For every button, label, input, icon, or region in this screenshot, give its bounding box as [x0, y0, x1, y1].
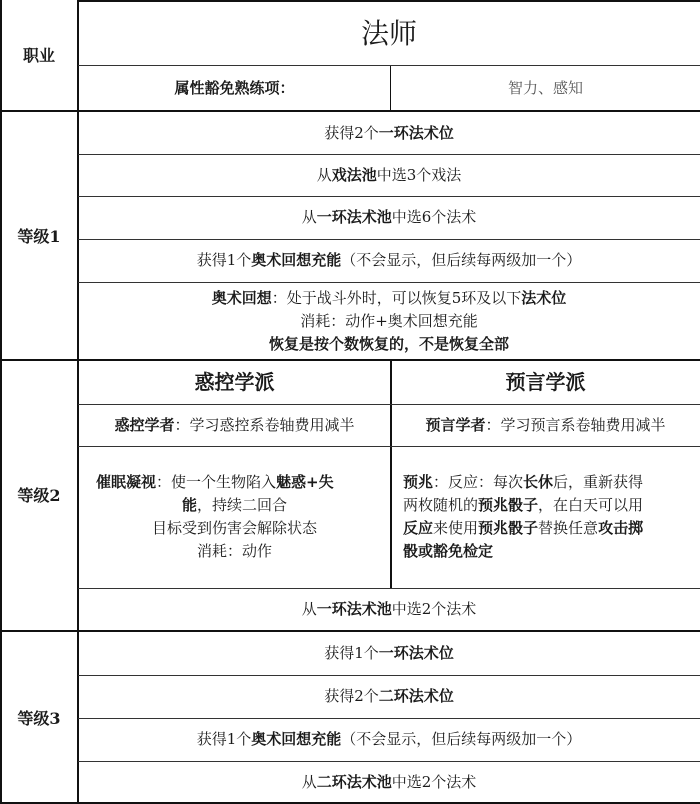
level3-row3: [78, 718, 700, 761]
text: 消耗：动作+奥术回想充能: [300, 311, 478, 330]
left-feature: [78, 446, 391, 588]
level3-label-text: 等级3: [17, 708, 61, 728]
text: 中选2个法术: [391, 599, 477, 618]
text: ：使一个生物陷入: [156, 473, 277, 491]
bold-text: 奥术回想充能: [251, 251, 342, 269]
bold-text: 攻击掷: [598, 519, 644, 537]
text: 两枚随机的: [403, 496, 479, 514]
border-level3-top: [0, 630, 700, 632]
save-label: [78, 66, 391, 110]
bold-text: 反应: [403, 519, 434, 537]
bold-text: 二环法术位: [378, 687, 454, 705]
border-l2-school: [78, 404, 700, 405]
level2-label: [0, 360, 78, 630]
border-l3-r1: [78, 675, 700, 676]
bold-text: 魅惑+失: [276, 473, 334, 491]
text: 获得1个: [196, 730, 252, 748]
save-value-text: 智力、感知: [507, 78, 583, 97]
bold-text: 恢复是按个数恢复的，不是恢复全部: [268, 334, 509, 353]
border-l3-r3: [78, 761, 700, 762]
border-left: [0, 0, 2, 804]
bold-text: 长休: [523, 473, 554, 491]
bold-text: 预兆骰子: [478, 519, 539, 537]
text: 从: [316, 165, 332, 184]
text: ：处于战斗外时，可以恢复5环及以下: [271, 288, 522, 307]
text: 后，重新获得: [553, 473, 644, 491]
text: 获得1个: [196, 251, 252, 269]
class-name-text: 法师: [360, 16, 417, 50]
level3-label: [0, 632, 78, 804]
text: 替换任意: [538, 519, 599, 537]
border-l1-r4: [78, 282, 700, 283]
border-l2-scholar: [78, 446, 700, 447]
text: ：学习惑控系卷轴费用减半: [174, 415, 355, 434]
text: （不会显示，但后续每两级加一个）: [341, 251, 582, 269]
level1-row3: [78, 196, 700, 239]
bold-text: 奥术回想充能: [251, 730, 342, 748]
text: ，持续二回合: [197, 496, 288, 514]
bold-text: 法术位: [521, 288, 567, 307]
bold-text: 催眠凝视: [96, 473, 157, 491]
level1-label: [0, 112, 78, 360]
left-scholar: [78, 404, 391, 446]
text: 消耗：动作: [196, 542, 272, 560]
class-name: [78, 0, 700, 66]
level3-row1: [78, 632, 700, 675]
level1-row1: [78, 112, 700, 154]
level1-row5: [78, 282, 700, 360]
text: 从: [301, 599, 317, 618]
border-l1-r1: [78, 154, 700, 155]
school-left: [78, 360, 391, 404]
level2-last-row: [78, 588, 700, 630]
bold-text: 惑控学者: [114, 415, 175, 434]
bold-text: 预兆: [403, 473, 434, 491]
text: 中选6个法术: [391, 208, 477, 226]
border-header-mid: [78, 65, 700, 66]
bold-text: 一环法术池: [316, 208, 392, 226]
text: ：学习预言系卷轴费用减半: [485, 415, 666, 434]
level1-row2: [78, 154, 700, 196]
border-level1-top: [0, 110, 700, 112]
text: 来使用: [433, 519, 479, 537]
border-l2-feature: [78, 588, 700, 589]
text: ，在白天可以用: [538, 496, 644, 514]
bold-text: 骰或豁免检定: [403, 542, 494, 560]
border-l1-r3: [78, 239, 700, 240]
col-label-text: 职业: [22, 45, 55, 65]
save-label-text: 属性豁免熟练项：: [174, 78, 295, 97]
text: 中选2个法术: [391, 773, 477, 791]
level2-label-text: 等级2: [17, 485, 61, 505]
text: 获得1个: [324, 644, 379, 662]
text: 目标受到伤害会解除状态: [151, 519, 317, 537]
text: 中选3个戏法: [376, 165, 462, 184]
save-value: [391, 66, 700, 110]
border-l3-r2: [78, 718, 700, 719]
text: 获得2个: [324, 687, 379, 705]
text: （不会显示，但后续每两级加一个）: [341, 730, 582, 748]
right-scholar: [391, 404, 700, 446]
bold-text: 预兆骰子: [478, 496, 539, 514]
bold-text: 预言学者: [425, 415, 486, 434]
bold-text: 奥术回想: [211, 288, 272, 307]
bold-text: 戏法池: [331, 165, 377, 184]
level3-row4: [78, 761, 700, 804]
border-top: [78, 0, 700, 2]
level3-row2: [78, 675, 700, 718]
bold-text: 一环法术位: [378, 123, 454, 142]
border-header-split: [390, 66, 391, 110]
bold-text: 一环法术池: [316, 599, 392, 618]
level1-row4: [78, 239, 700, 282]
text: ：反应：每次: [433, 473, 524, 491]
border-school-split: [390, 360, 392, 588]
border-label-col: [77, 0, 79, 804]
border-level2-top: [0, 359, 700, 361]
bold-text: 一环法术位: [378, 644, 454, 662]
border-l1-r2: [78, 196, 700, 197]
bold-text: 二环法术池: [316, 773, 392, 791]
school-left-text: 惑控学派: [194, 369, 275, 394]
text: 从: [301, 773, 317, 791]
right-feature: [391, 446, 700, 588]
col-label: [0, 0, 78, 110]
text: 从: [301, 208, 317, 226]
school-right-text: 预言学派: [505, 369, 586, 394]
bold-text: 能: [181, 496, 197, 514]
school-right: [391, 360, 700, 404]
text: 获得2个: [324, 123, 379, 142]
level1-label-text: 等级1: [17, 226, 61, 246]
